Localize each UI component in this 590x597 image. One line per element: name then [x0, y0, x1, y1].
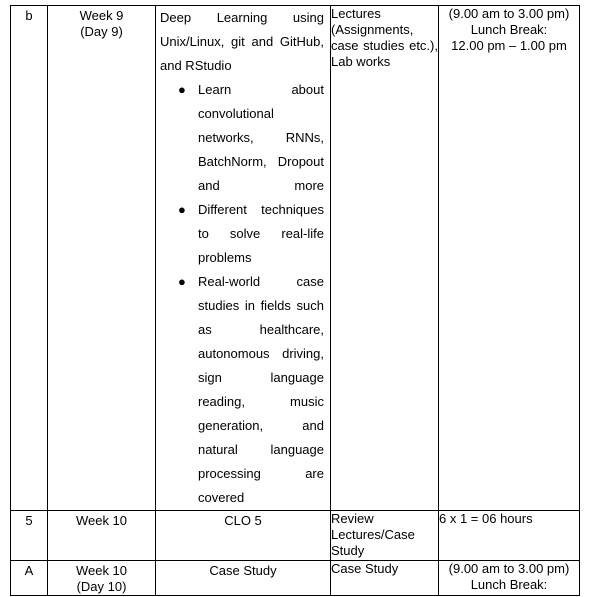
day-label: (Day 9) [80, 24, 123, 39]
method-cell [331, 561, 439, 596]
lunch-label: Lunch Break: [470, 577, 548, 592]
method-text: Review Lectures/Case Study [331, 511, 415, 558]
method-text: Case Study [331, 561, 399, 576]
topic-item [178, 198, 324, 270]
day-label: (Day 10) [76, 579, 127, 594]
week-cell [48, 511, 156, 561]
row-id: 5 [25, 513, 33, 528]
topic-item [178, 78, 324, 198]
week-label: Week 10 [75, 513, 128, 528]
week-label: Week 9 [79, 8, 124, 23]
topic-item-text: Different techniques to solve real-life problems [198, 202, 324, 265]
time-cell [439, 6, 580, 511]
topic-item [178, 270, 324, 510]
topic-cell [156, 511, 331, 561]
topic-item-text: Real-world case studies in fields such as healthcare, autonomous driving, sign language reading, music generation, and natural language processing are covered [198, 274, 324, 505]
topic-title: Deep Learning using Unix/Linux, git and GitHub, and RStudio [160, 10, 324, 73]
topic-title: CLO 5 [224, 513, 262, 528]
row-id-cell [11, 561, 48, 596]
topic-cell [156, 561, 331, 596]
schedule-table [10, 5, 580, 596]
method-cell [331, 6, 439, 511]
method-text: Lectures (Assignments, case studies etc.), Lab works [331, 6, 438, 69]
table-row [11, 511, 580, 561]
time-hours: (9.00 am to 3.00 pm) [448, 6, 570, 21]
table-row [11, 6, 580, 511]
week-cell [48, 561, 156, 596]
lunch-label: Lunch Break: [470, 22, 548, 37]
bullet-icon: ● [178, 82, 186, 97]
topic-item-text: Learn about convolutional networks, RNNs, BatchNorm, Dropout and more [198, 82, 324, 193]
bullet-icon: ● [178, 202, 186, 217]
bullet-icon: ● [178, 274, 186, 289]
hours-text: 6 x 1 = 06 hours [439, 511, 533, 526]
row-id: b [25, 8, 33, 23]
row-id-cell [11, 511, 48, 561]
hours-cell [439, 511, 580, 561]
row-id-cell [11, 6, 48, 511]
row-id: A [24, 563, 34, 578]
week-label: Week 10 [75, 563, 128, 578]
topic-cell [156, 6, 331, 511]
lunch-time: 12.00 pm – 1.00 pm [451, 38, 567, 53]
table-row [11, 561, 580, 596]
time-hours: (9.00 am to 3.00 pm) [448, 561, 570, 576]
method-cell [331, 511, 439, 561]
time-cell [439, 561, 580, 596]
topic-list [156, 78, 330, 510]
week-cell [48, 6, 156, 511]
topic-title: Case Study [209, 563, 277, 578]
